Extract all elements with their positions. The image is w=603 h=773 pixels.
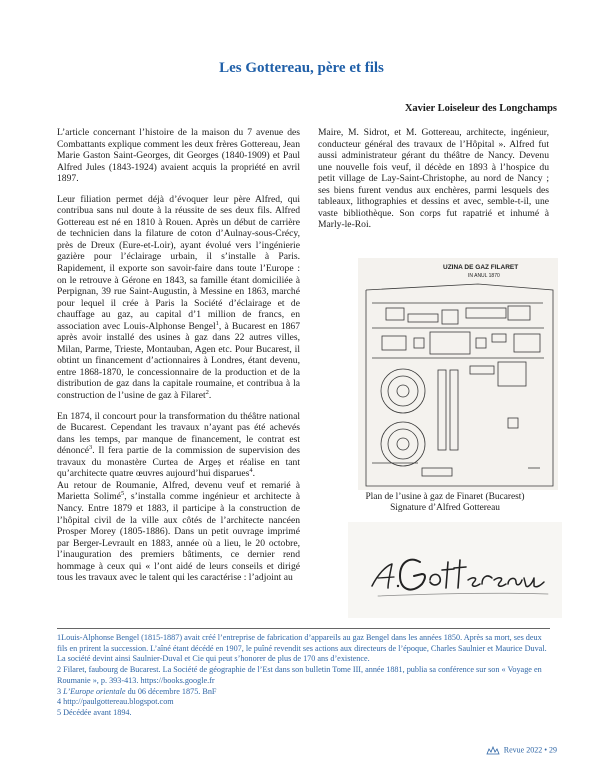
paragraph-text: .: [252, 468, 255, 480]
paragraph-text: .: [208, 390, 212, 402]
paragraph-nancy: [57, 480, 300, 584]
page-footer: [486, 745, 557, 755]
footnote-5: 5 Décédée avant 1894.: [57, 707, 132, 717]
signature-image: [348, 522, 562, 618]
page-number: Revue 2022 • 29: [503, 745, 557, 755]
footnote-3: [57, 687, 553, 698]
paragraph-text: Au retour de Roumanie, Alfred, devenu veuf et remarié à Marietta Solimé: [57, 479, 300, 503]
footnote-number: 3: [57, 686, 64, 696]
paragraph-text: , s’installa comme ingénieur et architecte à Nancy. Entre 1879 et 1883, il participe à la construction de l’hôpital civil de la ville aux côtés de l’architecte nancéen Prosper Morey (1805-1886). Dans un petit ouvrage imprimé par Berger-Levrault en 1883, année où a lieu, le 20 octobre, l’inauguration des premiers bâtiments, ce dernier rend hommage à ceux qui « l’ont aidé de leurs conseils et dirigé tous les travaux avec le talent qui les caractérise : l’adjoint au: [57, 491, 300, 584]
footnote-ref-2: 2: [205, 388, 209, 396]
footnote-text: du 06 décembre 1875. BnF: [125, 686, 217, 696]
caption-plan: Plan de l’usine à gaz de Finaret (Bucarest): [365, 492, 525, 502]
text-column-right: [318, 127, 549, 240]
article-author: Xavier Loiseleur des Longchamps: [404, 103, 557, 114]
footnote-2: 2 Filaret, faubourg de Bucarest. La Société de géographie de l’Est dans son bulletin Tome III, année 1881, publia sa conférence sur son « Voyage en Roumanie », p. 393-413. https://books.google.fr: [57, 665, 542, 685]
footnote-ref-4: 4: [249, 467, 253, 475]
footnote-divider: [57, 628, 550, 629]
text-column-left: [57, 127, 300, 584]
footnote-ref-1: 1: [215, 319, 219, 327]
plan-title: UZINA DE GAZ FILARET: [443, 264, 519, 271]
journal-logo-icon: [486, 746, 500, 755]
paragraph-text: , à Bucarest en 1867 après avoir installé des usines à gaz dans 22 autres villes, Milan, Parme, Trieste, Montauban, Agen etc. Pour Bucarest, il obtint un financement d’actionnaires à Londres, étant devenu, entre 1868-1870, le concessionnaire de la production et de la distribution de gaz dans la capitale roumaine, et contribua à la construction de l’usine de gaz à Filaret: [57, 320, 301, 402]
figure-caption: [330, 492, 560, 514]
footnote-ref-5: 5: [120, 490, 125, 498]
footnote-source-title: L’Europe orientale: [63, 686, 126, 696]
paragraph-intro: L’article concernant l’histoire de la maison du 7 avenue des Combattants explique comment les deux frères Gottereau, Jean Marie Gaston Saint-Georges, dit Georges (1840-1909) et Paul Alfred Jules (1843-1924) avaient acquis la propriété en avril 1897.: [57, 127, 300, 185]
footnotes: [57, 633, 553, 719]
footnote-ref-3: 3: [88, 444, 93, 452]
paragraph-text: En 1874, il concourt pour la transformation du théâtre national de Bucarest. Cependant les travaux n’ayant pas été achevés dans les temps, par manque de financement, le contrat est dénoncé: [57, 410, 300, 457]
paragraph-bucarest-theatre: [57, 411, 300, 480]
footnote-4: 4 http://paulgottereau.blogspot.com: [57, 697, 174, 707]
caption-signature: Signature d’Alfred Gottereau: [390, 503, 500, 513]
paragraph-continuation: Maire, M. Sidrot, et M. Gottereau, architecte, ingénieur, conducteur général des travaux de l’Hôpital ». Alfred fut aussi administrateur gérant du théâtre de Nancy. Devenu une nouvelle fois veuf, il décède en 1893 à l’hospice du petit village de Lay-Saint-Christophe, au nord de Nancy ; ses biens furent vendus aux enchères, parmi lesquels des tableaux, lithographies et dessins et avec, semble-t-il, une vaste bibliothèque. Son corps fut rapatrié et inhumé à Marly-le-Roi.: [318, 127, 549, 231]
paragraph-text: Leur filiation permet déjà d’évoquer leur père Alfred, qui contribua sans nul doute à la réussite de ses deux fils. Alfred Gottereau est né en 1810 à Rouen. Après un début de carrière de technicien dans la filature de coton d’Aulnay-sous-Crécy, près de Dreux (Eure-et-Loir), ayant évolué vers l’ingénierie gazière pour l’éclairage urbain, il s’installe à Paris. Rapidement, il exporte son savoir-faire dans toute l’Europe : on le retrouve à Gérone en 1843, sa famille étant domiciliée à Perpignan, 39 rue Saint-Augustin, à Messine en 1863, marché pour lequel il crée à Paris la Société d’éclairage et de chauffage au gaz, au capital d’1 million de francs, en association avec Louis-Alphonse Bengel: [57, 193, 300, 332]
plan-subtitle: IN ANUL 1870: [468, 273, 500, 279]
paragraph-filiation: [57, 194, 300, 402]
gas-plant-plan: [358, 258, 558, 490]
article-title: Les Gottereau, père et fils: [219, 60, 384, 76]
footnote-1: 1Louis-Alphonse Bengel (1815-1887) avait créé l’entreprise de fabrication d’appareils au gaz Bengel dans les années 1850. Après sa mort, ses deux fils en prirent la succession. L’aîné étant décédé en 1907, le puîné revendit ses actions aux directeurs de l’époque, Charles Saulnier et Maurice Duval. La société devint ainsi Saulnier-Duval et Cie qui peut s’honorer de plus de 170 ans d’existence.: [57, 633, 547, 664]
paragraph-text: . Il fera partie de la commission de supervision des travaux du monastère Curtea de Argeș et réalise en tant qu’architecte quatre œuvres aujourd’hui disparues: [57, 445, 300, 480]
